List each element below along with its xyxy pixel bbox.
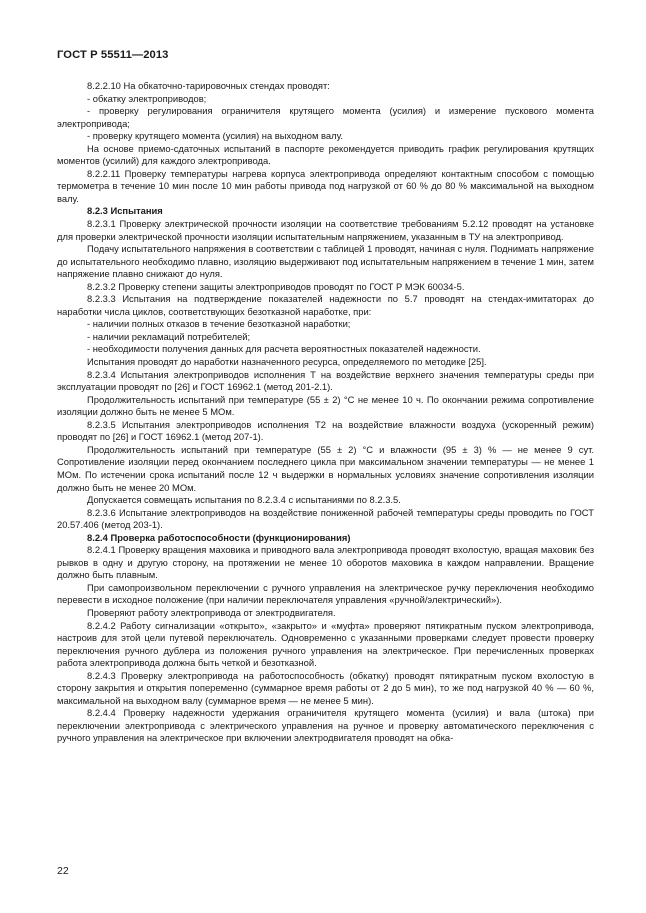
paragraph: 8.2.2.10 На обкаточно-тарировочных стендах проводят: <box>87 80 330 91</box>
section-heading: 8.2.3 Испытания <box>87 205 163 217</box>
list-item: - наличии полных отказов в течение безотказной наработки; <box>87 318 351 330</box>
paragraph: 8.2.3.4 Испытания электроприводов исполнения Т на воздействие верхнего значения температуры среды при эксплуатации проводят по [26] и ГОСТ 16962.1 (метод 201-2.1). <box>57 368 594 393</box>
paragraph: 8.2.4.4 Проверку надежности удержания ограничителя крутящего момента (усилия) и вала (штока) при переключении электропривода с электрического управления на ручное и проверку автоматического переключения с ручного управления на электрическое при включении электродвигателя проводят на обка- <box>57 707 594 744</box>
paragraph: 8.2.4.3 Проверку электропривода на работоспособность (обкатку) проводят пятикратным пуском вхолостую в сторону закрытия и открытия попеременно (суммарное время работы от 2 до 5 мин), то же под нагрузкой 40 % — 60 %, максимальной на выходном валу (суммарное время — не менее 5 мин). <box>57 669 594 706</box>
page-number: 22 <box>57 865 69 877</box>
paragraph: Подачу испытательного напряжения в соответствии с таблицей 1 проводят, начиная с нуля. Поднимать напряжение до испытательного необходимо плавно, изоляцию выдерживают под испытательным напряжением в течение 1 мин, затем напряжение плавно снижают до нуля. <box>57 243 594 280</box>
paragraph: Продолжительность испытаний при температуре (55 ± 2) °С и влажности (95 ± 3) % — не менее 9 сут. Сопротивление изоляции перед окончанием последнего цикла при максимальном значении температуры — не менее 1 МОм. По истечении срока испытаний после 12 ч выдержки в нормальных условиях значение сопротивления изоляции должно быть не менее 20 МОм. <box>57 443 594 493</box>
paragraph: Испытания проводят до наработки назначенного ресурса, определяемого по методике [25]. <box>87 356 487 368</box>
paragraph: 8.2.3.2 Проверку степени защиты электроприводов проводят по ГОСТ Р МЭК 60034-5. <box>87 280 465 292</box>
paragraph: Проверяют работу электропривода от электродвигателя. <box>87 606 336 618</box>
section-heading: 8.2.4 Проверка работоспособности (функционирования) <box>87 531 351 543</box>
paragraph: 8.2.3.3 Испытания на подтверждение показателей надежности по 5.7 проводят на стендах-имитаторах до наработки числа циклов, соответствующих безотказной наработке, при: <box>57 293 594 317</box>
document-header: ГОСТ Р 55511—2013 <box>57 49 169 61</box>
paragraph: На основе приемо-сдаточных испытаний в паспорте рекомендуется приводить график регулирования крутящих моментов (усилий) для каждого электропривода. <box>57 142 594 167</box>
list-item: - проверку регулирования ограничителя крутящего момента (усилия) и измерение пускового момента электропривода; <box>57 105 594 129</box>
list-item: - необходимости получения данных для расчета вероятностных показателей надежности. <box>87 343 481 355</box>
paragraph: Допускается совмещать испытания по 8.2.3.4 с испытаниями по 8.2.3.5. <box>87 494 401 506</box>
paragraph: 8.2.4.1 Проверку вращения маховика и приводного вала электропривода проводят вхолостую, вращая маховик без рывков в одну и другую сторону, на протяжении не менее 10 оборотов маховика в каждом направлении. Вращение должно быть плавным. <box>57 544 594 581</box>
paragraph: 8.2.3.1 Проверку электрической прочности изоляции на соответствие требованиям 5.2.12 проводят на установке для проверки электрической прочности изоляции испытательным напряжением, указанным в ТУ на электропривод. <box>57 218 594 242</box>
paragraph: Продолжительность испытаний при температуре (55 ± 2) °С не менее 10 ч. По окончании режима сопротивление изоляции должно быть не менее 5 МОм. <box>57 393 594 418</box>
paragraph: 8.2.2.11 Проверку температуры нагрева корпуса электропривода определяют контактным способом с помощью термометра в течение 10 мин после 10 мин работы привода под нагрузкой от 60 % до 80 % максимальной на выходном валу. <box>57 167 594 204</box>
list-item: - проверку крутящего момента (усилия) на выходном валу. <box>87 130 343 142</box>
paragraph: 8.2.3.5 Испытания электроприводов исполнения Т2 на воздействие влажности воздуха (ускоренный режим) проводят по [26] и ГОСТ 16962.1 (метод 207-1). <box>57 418 594 443</box>
document-body <box>57 80 594 745</box>
paragraph: При самопроизвольном переключении с ручного управления на электрическое ручку переключения необходимо перевести в исходное положение (при наличии переключателя управления «ручной/электрический»). <box>57 581 594 606</box>
list-item: - обкатку электроприводов; <box>87 92 207 104</box>
paragraph: 8.2.4.2 Работу сигнализации «открыто», «закрыто» и «муфта» проверяют пятикратным пуском электропривода, настроив для этой цели путевой переключатель. Одновременно с указанными проверками следует провести проверку переключения ручного дублера из положения ручного управления на электрическое. При перечисленных проверках работа электропривода должна быть четкой и безотказной. <box>57 619 594 669</box>
list-item: - наличии рекламаций потребителей; <box>87 330 251 342</box>
paragraph: 8.2.3.6 Испытание электроприводов на воздействие пониженной рабочей температуры среды проводить по ГОСТ 20.57.406 (метод 203-1). <box>57 506 594 531</box>
